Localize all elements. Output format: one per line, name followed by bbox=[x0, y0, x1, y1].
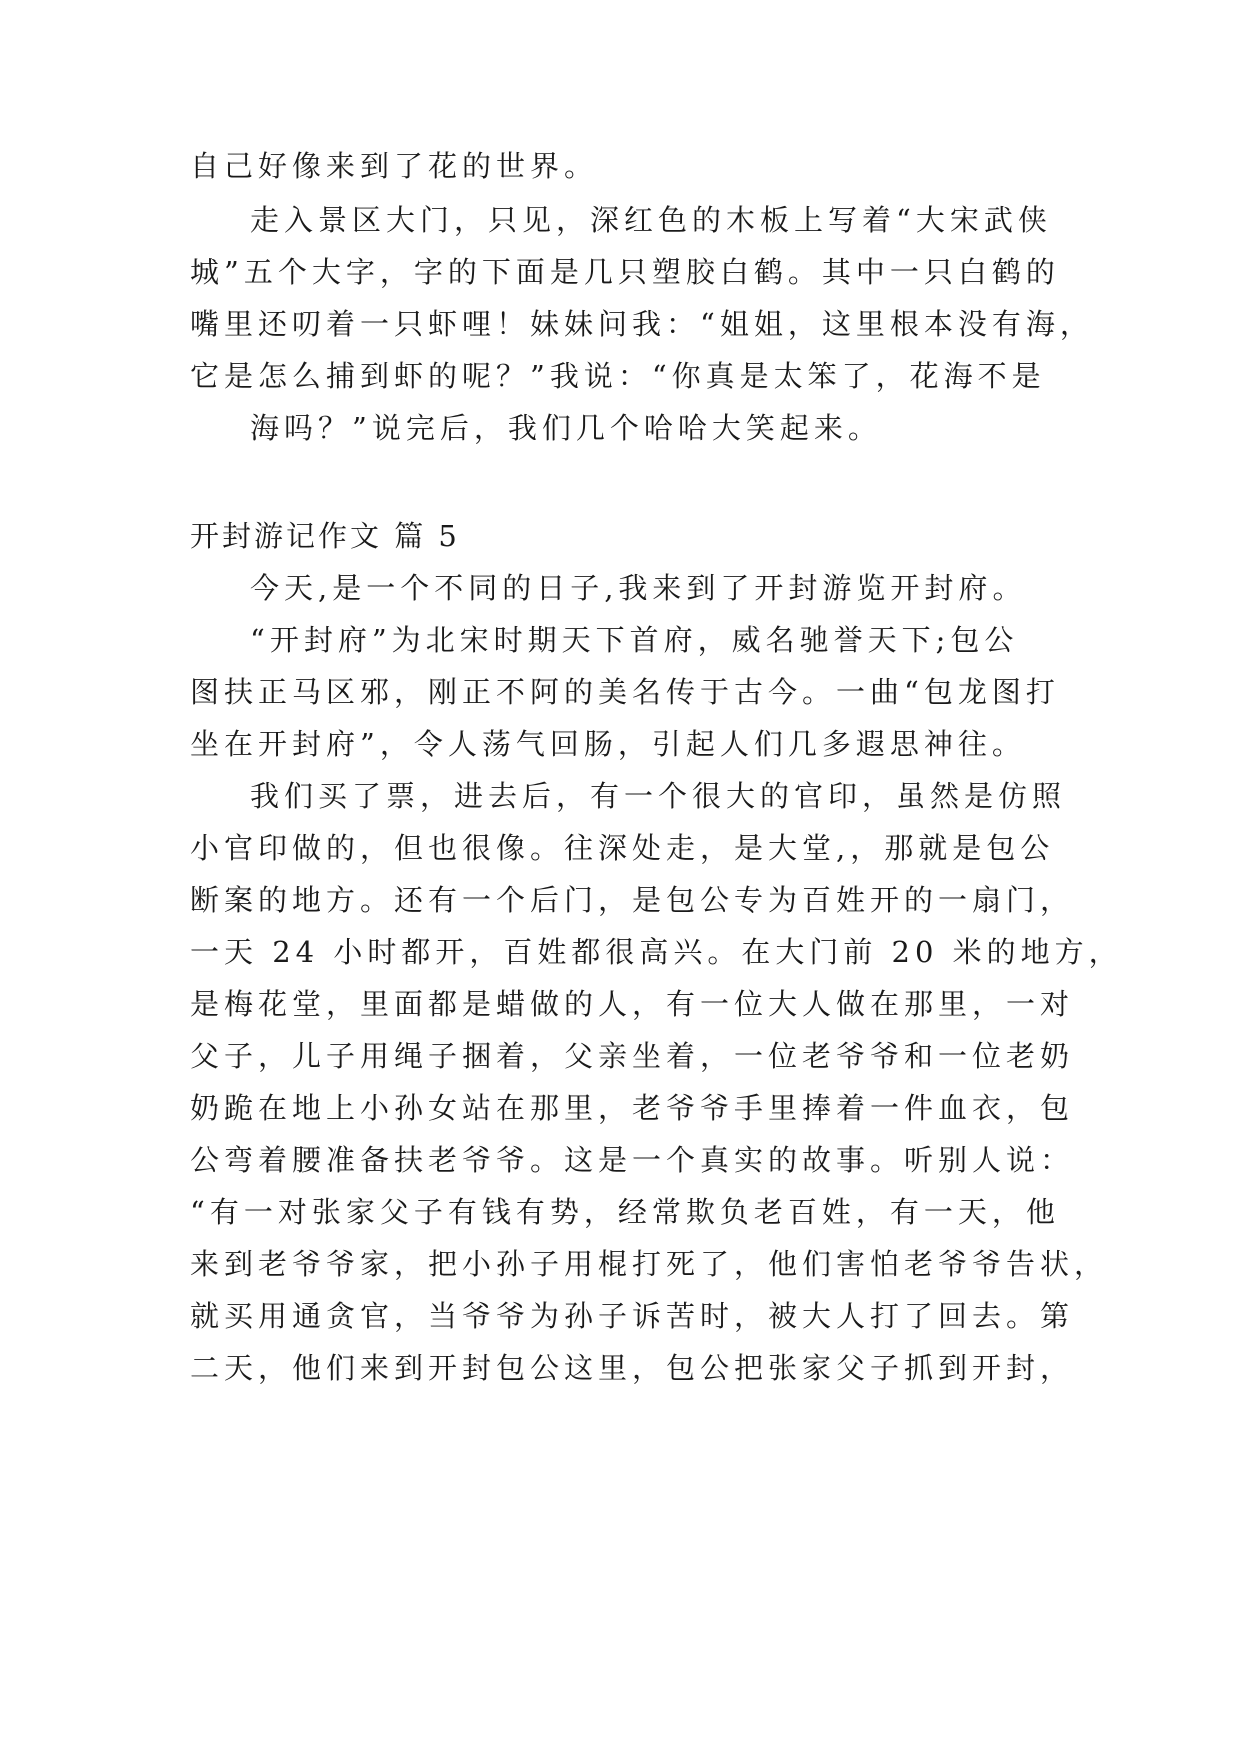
text-line: “开封府”为北宋时期天下首府，威名驰誉天下;包公 bbox=[250, 623, 1019, 657]
text-line: 自己好像来到了花的世界。 bbox=[190, 149, 599, 183]
section-heading: 开封游记作文 篇 5 bbox=[190, 519, 460, 553]
text-line: 父子，儿子用绳子捆着，父亲坐着，一位老爷爷和一位老奶 bbox=[190, 1039, 1075, 1073]
text-line: 是梅花堂，里面都是蜡做的人，有一位大人做在那里，一对 bbox=[190, 987, 1075, 1021]
text-line: 奶跪在地上小孙女站在那里，老爷爷手里捧着一件血衣，包 bbox=[190, 1091, 1075, 1125]
text-line: 就买用通贪官，当爷爷为孙子诉苦时，被大人打了回去。第 bbox=[190, 1299, 1075, 1333]
text-line: 它是怎么捕到虾的呢？”我说：“你真是太笨了，花海不是 bbox=[190, 359, 1046, 393]
text-line: 海吗？”说完后，我们几个哈哈大笑起来。 bbox=[250, 411, 882, 445]
text-line: 嘴里还叨着一只虾哩！妹妹问我：“姐姐，这里根本没有海， bbox=[190, 307, 1094, 341]
text-line: 二天，他们来到开封包公这里，包公把张家父子抓到开封， bbox=[190, 1351, 1075, 1385]
text-line: 今天,是一个不同的日子,我来到了开封游览开封府。 bbox=[250, 571, 1027, 605]
text-line: “有一对张家父子有钱有势，经常欺负老百姓，有一天，他 bbox=[190, 1195, 1060, 1229]
text-line: 断案的地方。还有一个后门，是包公专为百姓开的一扇门， bbox=[190, 883, 1075, 917]
text-line: 一天 24 小时都开，百姓都很高兴。在大门前 20 米的地方， bbox=[190, 935, 1123, 969]
text-line: 走入景区大门，只见，深红色的木板上写着“大宋武侠 bbox=[250, 203, 1052, 237]
text-line: 我们买了票，进去后，有一个很大的官印，虽然是仿照 bbox=[250, 779, 1067, 813]
text-line: 坐在开封府”，令人荡气回肠，引起人们几多遐思神往。 bbox=[190, 727, 1026, 761]
text-line: 来到老爷爷家，把小孙子用棍打死了，他们害怕老爷爷告状， bbox=[190, 1247, 1109, 1281]
text-line: 图扶正马区邪，刚正不阿的美名传于古今。一曲“包龙图打 bbox=[190, 675, 1060, 709]
text-line: 小官印做的，但也很像。往深处走，是大堂,，那就是包公 bbox=[190, 831, 1055, 865]
text-line: 公弯着腰准备扶老爷爷。这是一个真实的故事。听别人说： bbox=[190, 1143, 1075, 1177]
text-line: 城”五个大字，字的下面是几只塑胶白鹤。其中一只白鹤的 bbox=[190, 255, 1060, 289]
